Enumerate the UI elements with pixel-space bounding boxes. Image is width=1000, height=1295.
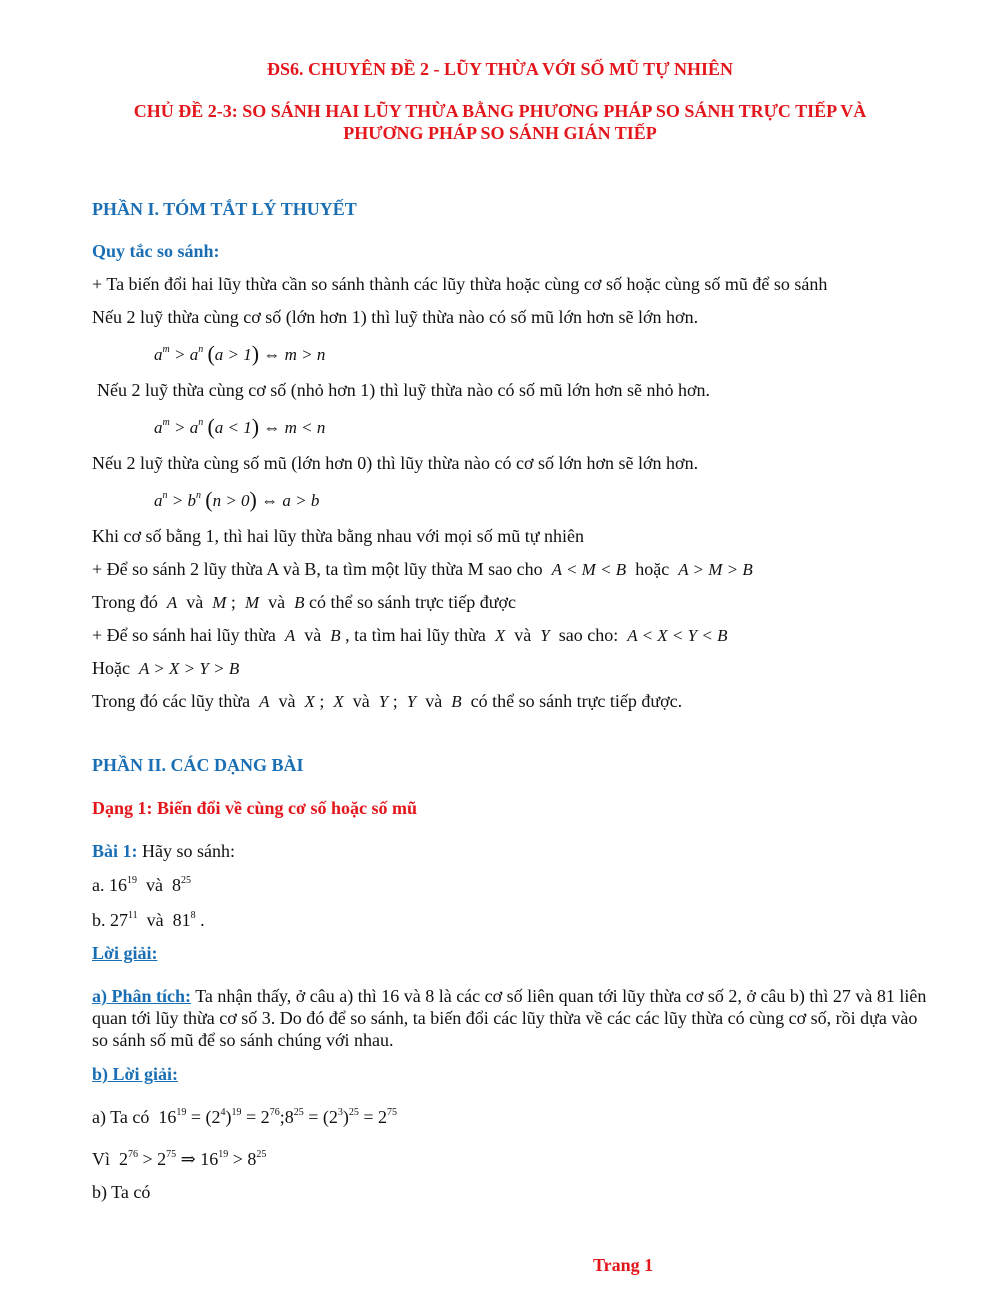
rule-line-7-text: Trong đó [92,592,158,612]
rule-line-7-end: có thể so sánh trực tiếp được [309,592,516,612]
document-subtitle-line1: CHỦ ĐỀ 2-3: SO SÁNH HAI LŨY THỪA BẰNG PHƯƠNG PHÁP SO SÁNH TRỰC TIẾP VÀ [133,101,867,121]
formula-2: $a^m > a^n$ (a < 1) ⇔ m < n [154,414,326,439]
rule-line-10-and3: và [425,691,443,711]
rule-line-7-and2: và [268,592,286,612]
solution-a-line-2: Vì $2^{76} > 2^{75}$ ⇒ $16^{19} > 8^{25}$ [92,1149,267,1169]
rule-line-4: Nếu 2 luỹ thừa cùng số mũ (lớn hơn 0) thì lũy thừa nào có cơ số lớn hơn sẽ lớn hơn. [92,453,699,473]
rule-line-10-and2: và [352,691,370,711]
rule-line-5: Khi cơ số bằng 1, thì hai lũy thừa bằng nhau với mọi số mũ tự nhiên [92,526,584,546]
rule-line-8-mid: , ta tìm hai lũy thừa [345,625,486,645]
exercise-1a: a. $16^{19}$ và $8^{25}$ [92,875,191,895]
rule-line-8-and2: và [514,625,532,645]
rule-line-8-end: sao cho: [558,625,619,645]
solution-b-label: b) Lời giải: [92,1064,178,1084]
rule-line-10: Trong đó các lũy thừa A và X ; X và Y ; Y và B có thể so sánh trực tiếp được. [92,691,683,711]
exercise-1 [92,840,235,862]
exercise-1-label: Bài 1: [92,841,138,861]
exercise-1b-label: b. [92,910,106,930]
exercise-1a-label: a. [92,875,105,895]
rule-line-1: + Ta biến đổi hai lũy thừa cần so sánh thành các lũy thừa hoặc cùng cơ số hoặc cùng số mũ để so sánh [92,274,828,294]
rule-line-6-or: hoặc [635,559,670,579]
rule-heading: Quy tắc so sánh: [92,241,220,261]
exercise-1-text: Hãy so sánh: [142,841,236,861]
part1-heading: PHẦN I. TÓM TẮT LÝ THUYẾT [92,199,357,219]
rule-line-7: Trong đó A và M ; M và B có thể so sánh trực tiếp được [92,592,516,612]
part2-heading: PHẦN II. CÁC DẠNG BÀI [92,755,304,775]
exercise-1b-and: và [146,910,164,930]
solution-a-line-1: a) Ta có $16^{19} = (2^4)^{19}$ = $2^{76};8^{25} = (2^3)^{25} = 2^{75}$ [92,1107,398,1127]
analysis-paragraph [92,985,934,1051]
page-number: Trang 1 [593,1255,654,1275]
exercise-1a-and: và [146,875,163,895]
formula-1: $a^m > a^n$ (a > 1) ⇔ m > n [154,341,326,366]
rule-line-2: Nếu 2 luỹ thừa cùng cơ số (lớn hơn 1) thì luỹ thừa nào có số mũ lớn hơn sẽ lớn hơn. [92,307,699,327]
exercise-1b: b. $27^{11}$ và $81^8$ . [92,910,205,930]
document-subtitle-line2: PHƯƠNG PHÁP SO SÁNH GIÁN TIẾP [343,123,657,143]
document-title: ĐS6. CHUYÊN ĐỀ 2 - LŨY THỪA VỚI SỐ MŨ TỰ NHIÊN [266,59,734,79]
rule-line-10-and1: và [278,691,296,711]
rule-line-9: Hoặc A > X > Y > B [92,658,240,678]
rule-line-10-end: có thể so sánh trực tiếp được. [470,691,683,711]
rule-line-9-text: Hoặc [92,658,130,678]
rule-line-8-text: + Để so sánh hai lũy thừa [92,625,276,645]
analysis-label: a) Phân tích: [92,986,191,1006]
rule-line-3: Nếu 2 luỹ thừa cùng cơ số (nhỏ hơn 1) thì luỹ thừa nào có số mũ lớn hơn sẽ nhỏ hơn. [97,380,711,400]
solution-b-line-1: b) Ta có [92,1182,151,1202]
form1-heading: Dạng 1: Biến đổi về cùng cơ số hoặc số mũ [92,798,417,818]
solution-label: Lời giải: [92,943,158,963]
solution-a-prefix: a) Ta có [92,1107,150,1127]
rule-line-8: + Để so sánh hai lũy thừa A và B , ta tìm hai lũy thừa X và Y sao cho: A < X < Y < B [92,625,728,645]
rule-line-6: + Để so sánh 2 lũy thừa A và B, ta tìm một lũy thừa M sao cho A < M < B hoặc A > M > B [92,559,753,579]
rule-line-8-and1: và [304,625,322,645]
rule-line-6-text: + Để so sánh 2 lũy thừa A và B, ta tìm một lũy thừa M sao cho [92,559,543,579]
analysis-text: Ta nhận thấy, ở câu a) thì 16 và 8 là các cơ số liên quan tới lũy thừa cơ số 2, ở câu b) thì 27 và 81 liên quan tới lũy thừa cơ số 3. Do đó để so sánh, ta biến đổi các lũy thừa về các các lũy thừa có cùng cơ số, rồi dựa vào so sánh số mũ để so sánh chúng với nhau. [92,986,927,1050]
formula-3: $a^n > b^n$ (n > 0) ⇔ a > b [154,487,320,512]
rule-line-7-and1: và [186,592,204,612]
solution-a2-prefix: Vì [92,1149,110,1169]
rule-line-10-text: Trong đó các lũy thừa [92,691,251,711]
